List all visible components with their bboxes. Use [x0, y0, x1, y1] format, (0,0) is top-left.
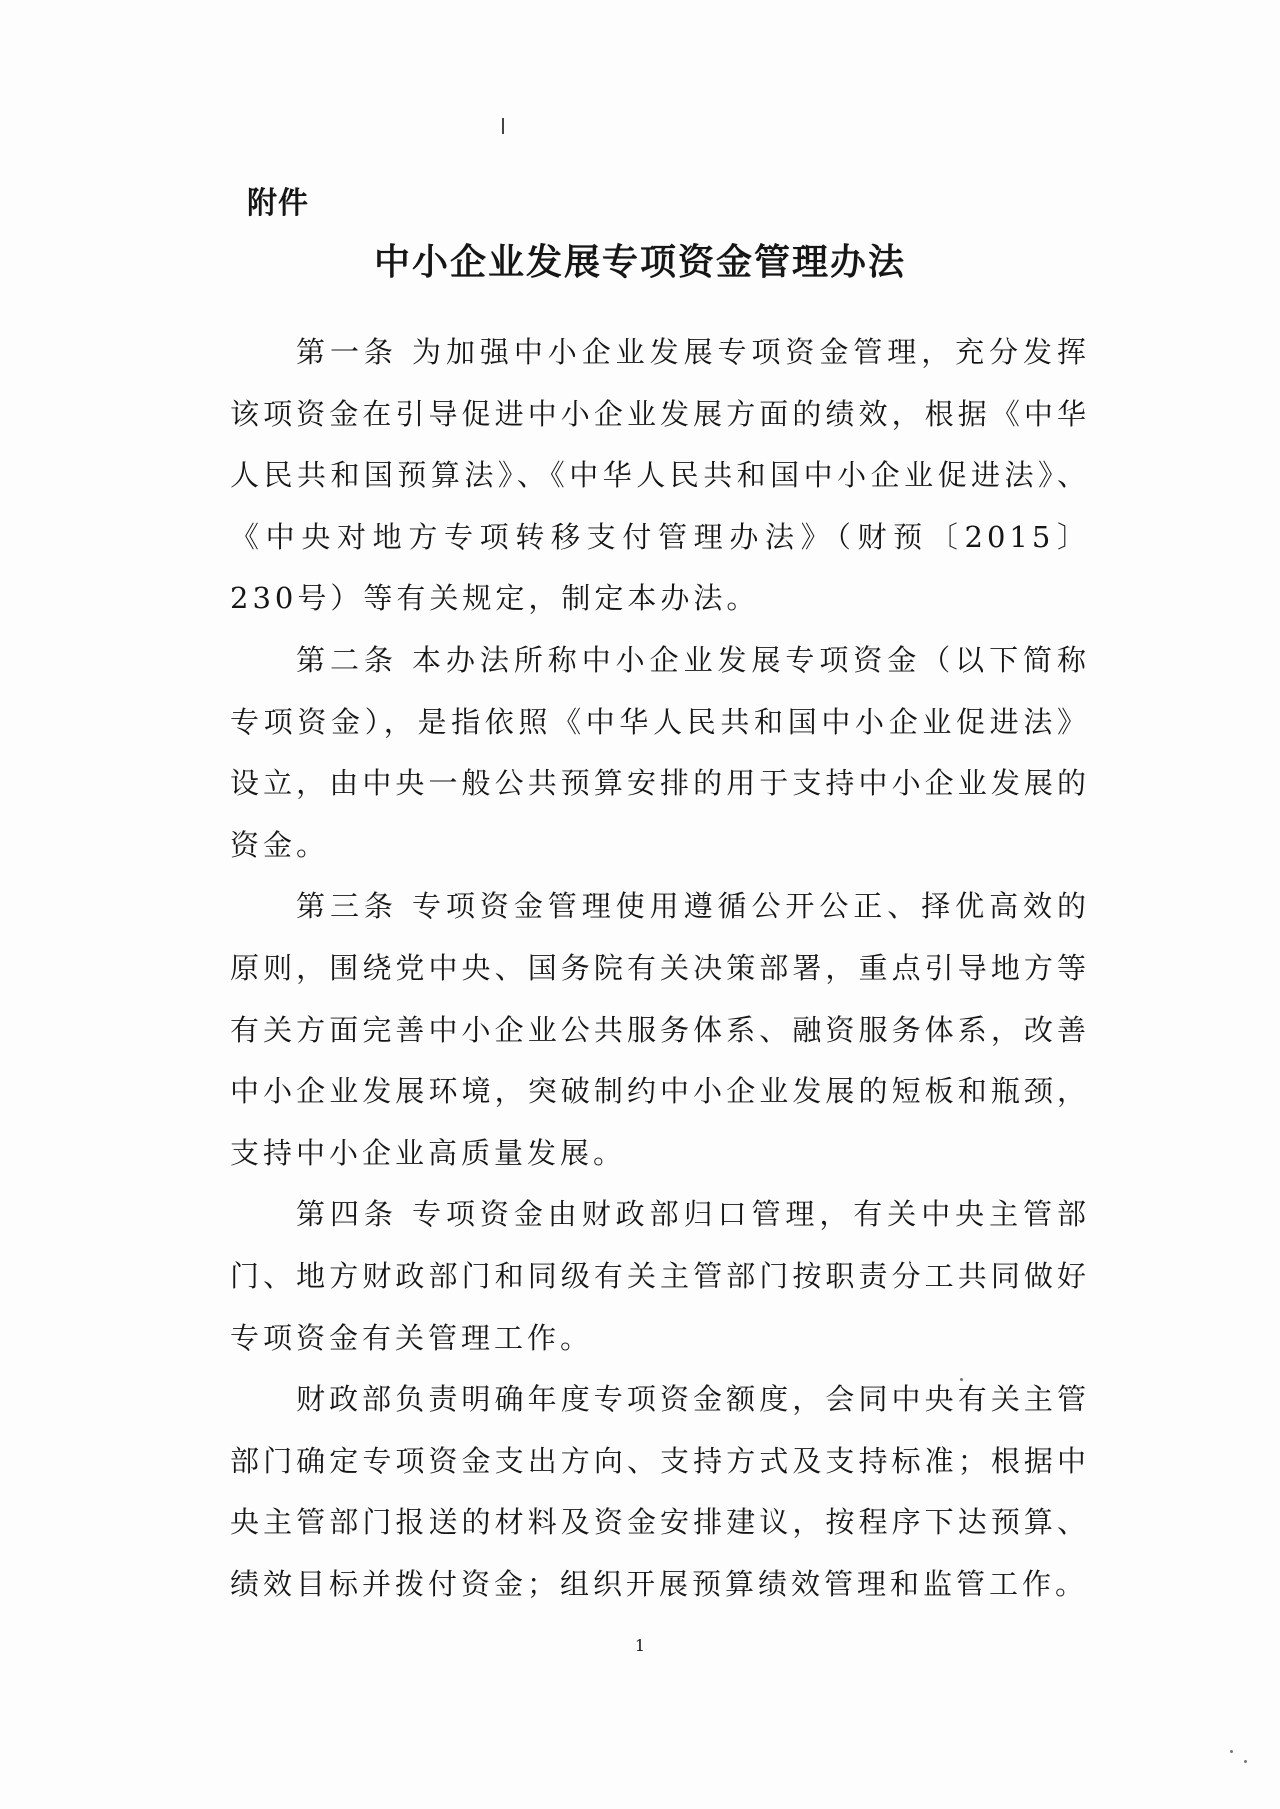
scan-speck	[1244, 1760, 1247, 1763]
scan-speck	[1230, 1750, 1233, 1753]
article-2-paragraph: 第二条 本办法所称中小企业发展专项资金（以下简称专项资金），是指依照《中华人民共和国中小企业促进法》设立，由中央一般公共预算安排的用于支持中小企业发展的资金。	[230, 642, 1090, 862]
document-title: 中小企业发展专项资金管理办法	[373, 242, 906, 283]
page-number: 1	[634, 1636, 646, 1655]
article-4-paragraph: 第四条 专项资金由财政部归口管理，有关中央主管部门、地方财政部门和同级有关主管部门按职责分工共同做好专项资金有关管理工作。	[230, 1197, 1090, 1355]
scan-speck	[960, 1378, 963, 1381]
document-body	[230, 322, 1090, 1615]
article-1-paragraph: 第一条 为加强中小企业发展专项资金管理，充分发挥该项资金在引导促进中小企业发展方面的绩效，根据《中华人民共和国预算法》、《中华人民共和国中小企业促进法》、《中央对地方专项转移支付管理办法》（财预〔2015〕230号）等有关规定，制定本办法。	[230, 335, 1090, 616]
attachment-label: 附件	[247, 186, 309, 221]
article-3-paragraph: 第三条 专项资金管理使用遵循公开公正、择优高效的原则，围绕党中央、国务院有关决策部署，重点引导地方等有关方面完善中小企业公共服务体系、融资服务体系，改善中小企业发展环境，突破制约中小企业发展的短板和瓶颈，支持中小企业高质量发展。	[230, 889, 1090, 1170]
scan-mark	[502, 118, 504, 134]
article-4-continuation-paragraph: 财政部负责明确年度专项资金额度，会同中央有关主管部门确定专项资金支出方向、支持方式及支持标准；根据中央主管部门报送的材料及资金安排建议，按程序下达预算、绩效目标并拨付资金；组织开展预算绩效管理和监管工作。	[230, 1382, 1090, 1601]
